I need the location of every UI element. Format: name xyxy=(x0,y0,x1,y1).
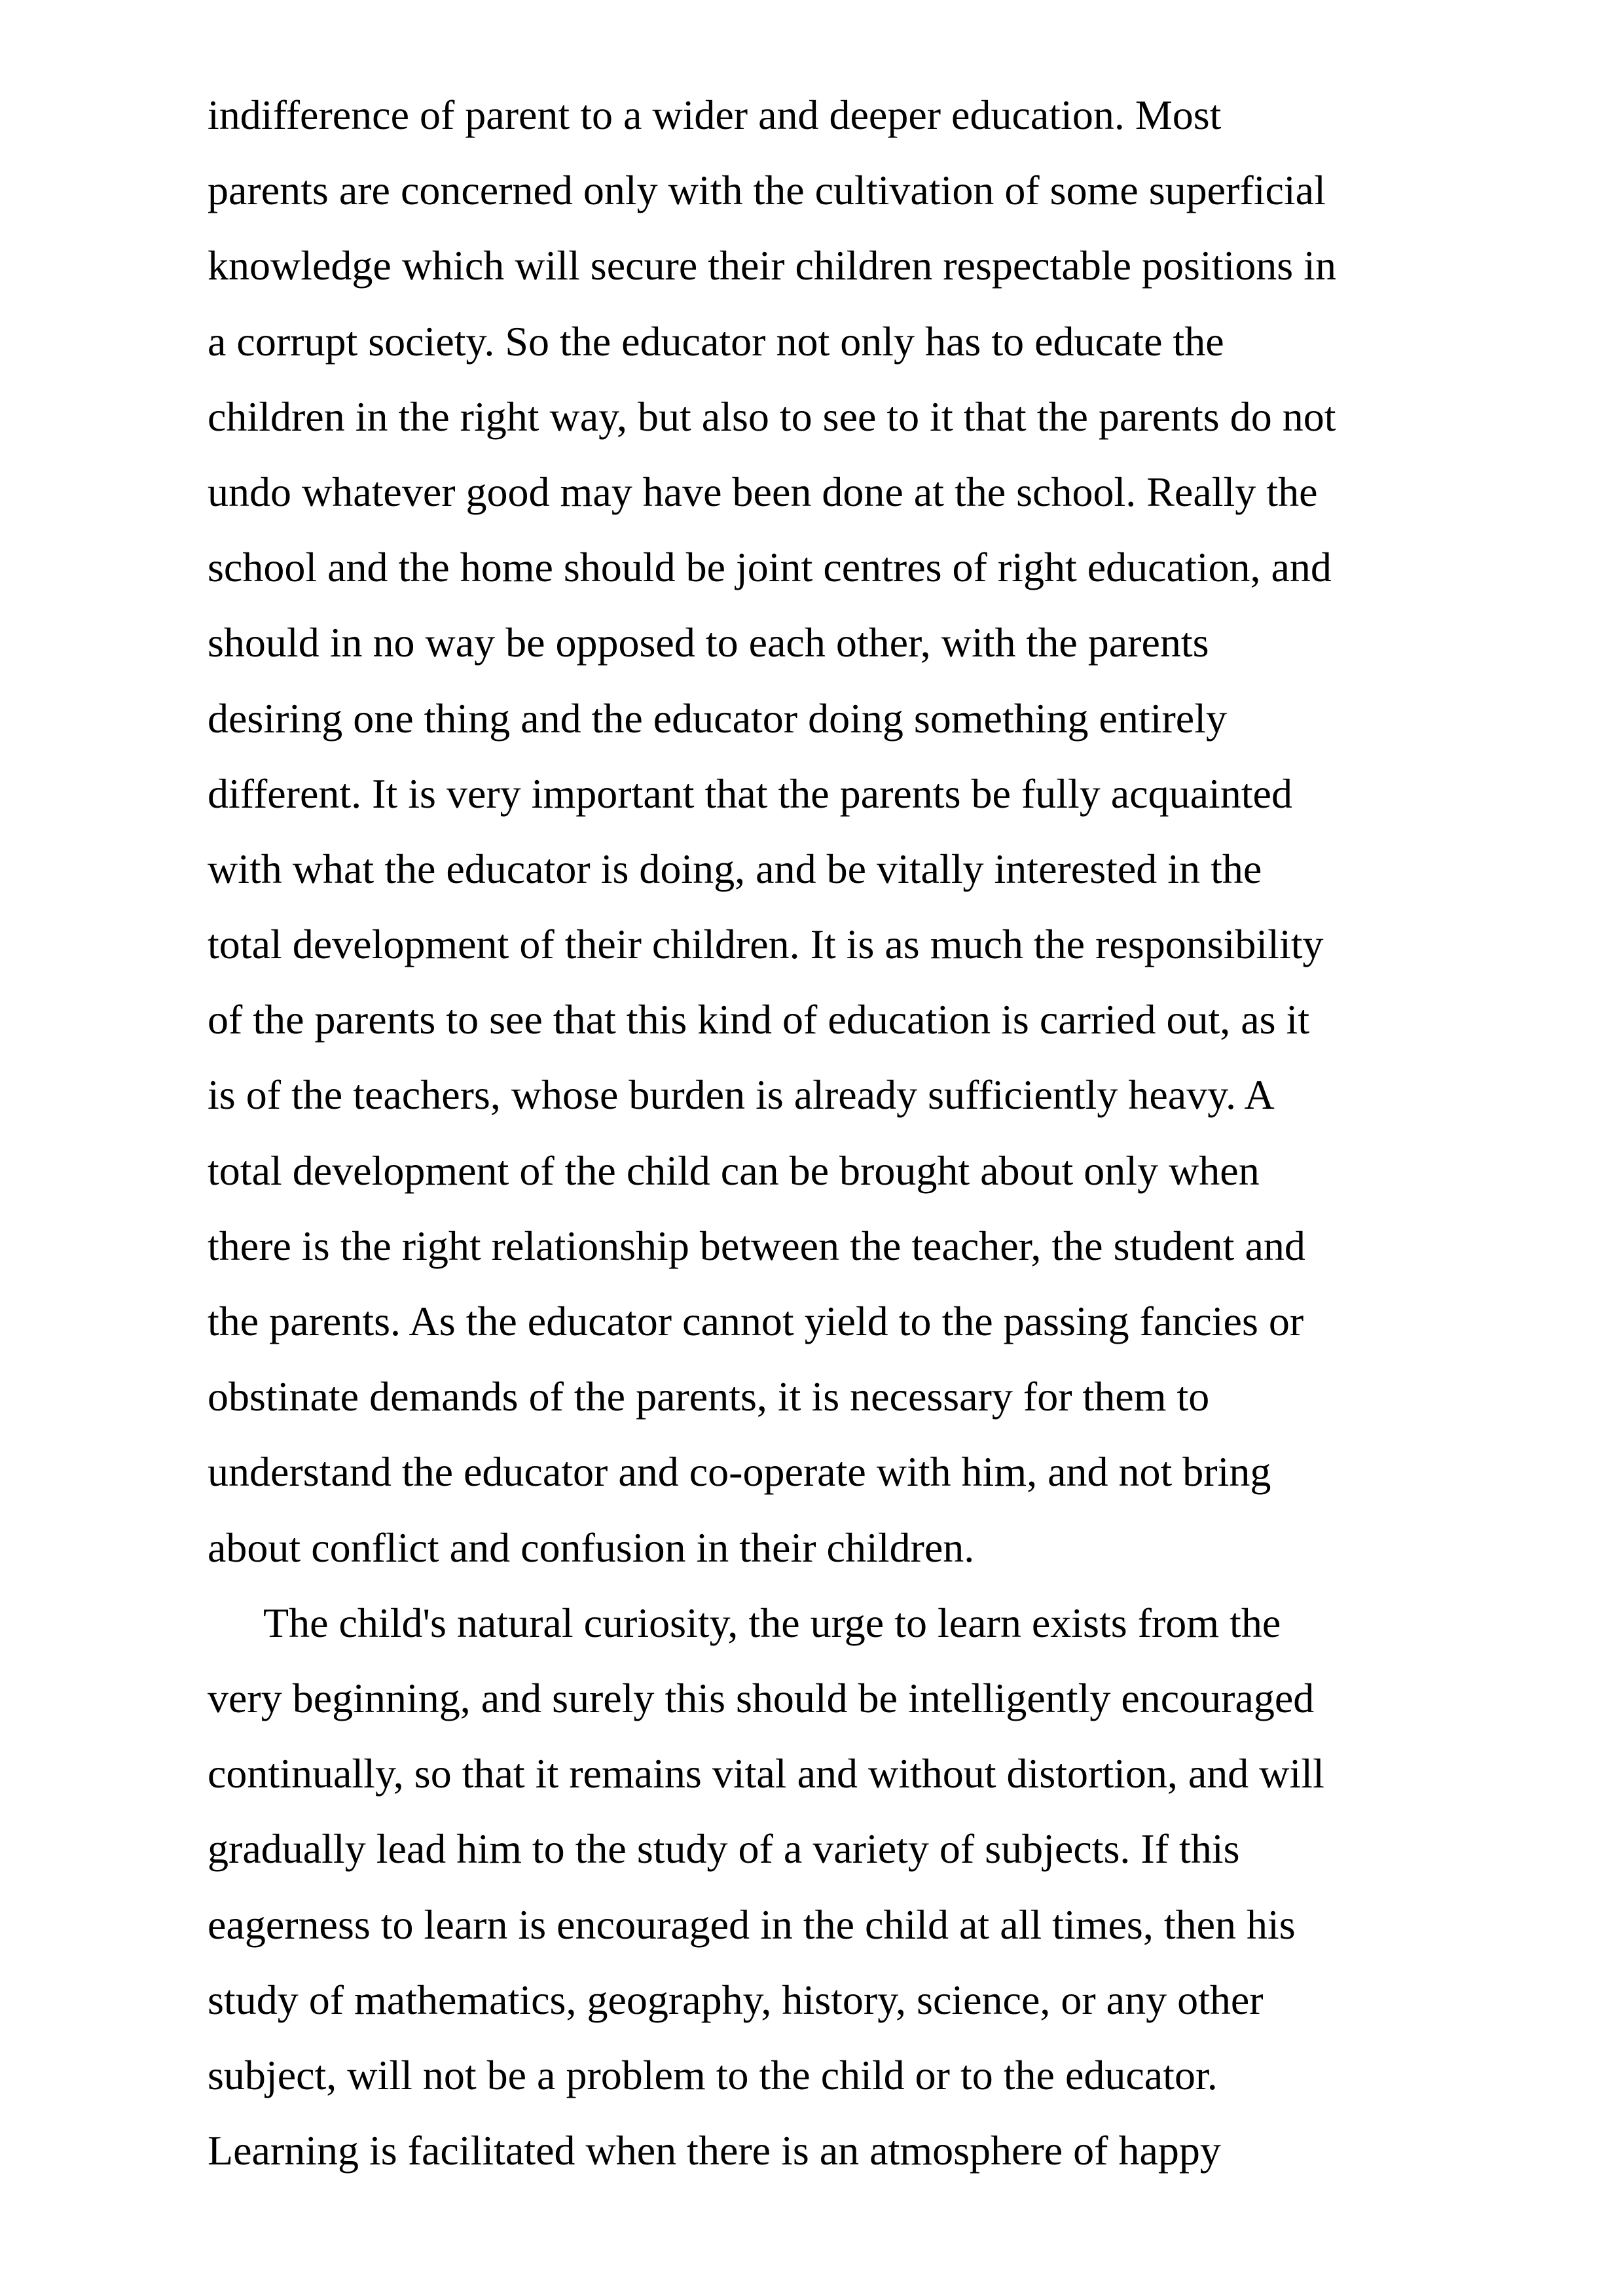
paragraph-first-line: The child's natural curiosity, the urge to learn exists from the xyxy=(263,1599,1281,1646)
text-line: of the parents to see that this kind of education is carried out, as it xyxy=(208,996,1310,1043)
text-line: should in no way be opposed to each other, with the parents xyxy=(208,619,1209,666)
text-line: undo whatever good may have been done at the school. Really the xyxy=(208,468,1318,515)
text-line: there is the right relationship between the teacher, the student and xyxy=(208,1222,1305,1269)
text-line: different. It is very important that the parents be fully acquainted xyxy=(208,770,1292,817)
text-line: subject, will not be a problem to the child or to the educator. xyxy=(208,2051,1218,2098)
body-text xyxy=(208,77,1491,2188)
text-line: about conflict and confusion in their children. xyxy=(208,1524,975,1571)
text-line: indifference of parent to a wider and deeper education. Most xyxy=(208,92,1222,138)
text-line: parents are concerned only with the cultivation of some superficial xyxy=(208,167,1326,214)
text-line: desiring one thing and the educator doing something entirely xyxy=(208,694,1227,742)
text-line: with what the educator is doing, and be vitally interested in the xyxy=(208,845,1262,892)
text-line: study of mathematics, geography, history, science, or any other xyxy=(208,1976,1264,2023)
text-line: very beginning, and surely this should be intelligently encouraged xyxy=(208,1674,1315,1721)
text-line: children in the right way, but also to see to it that the parents do not xyxy=(208,393,1336,440)
text-line: understand the educator and co-operate with him, and not bring xyxy=(208,1448,1271,1496)
text-line: continually, so that it remains vital and without distortion, and will xyxy=(208,1750,1324,1797)
text-line: total development of the child can be brought about only when xyxy=(208,1147,1260,1194)
text-line: the parents. As the educator cannot yield to the passing fancies or xyxy=(208,1298,1304,1344)
text-line: eagerness to learn is encouraged in the child at all times, then his xyxy=(208,1901,1296,1948)
text-line: is of the teachers, whose burden is already sufficiently heavy. A xyxy=(208,1071,1275,1119)
text-line: Learning is facilitated when there is an atmosphere of happy xyxy=(208,2127,1221,2174)
text-line: school and the home should be joint centres of right education, and xyxy=(208,544,1332,591)
text-line: total development of their children. It is as much the responsibility xyxy=(208,921,1324,968)
text-line: knowledge which will secure their children respectable positions in xyxy=(208,242,1336,289)
text-line: gradually lead him to the study of a variety of subjects. If this xyxy=(208,1825,1240,1873)
text-line: a corrupt society. So the educator not only has to educate the xyxy=(208,317,1224,365)
text-line: obstinate demands of the parents, it is necessary for them to xyxy=(208,1373,1210,1420)
